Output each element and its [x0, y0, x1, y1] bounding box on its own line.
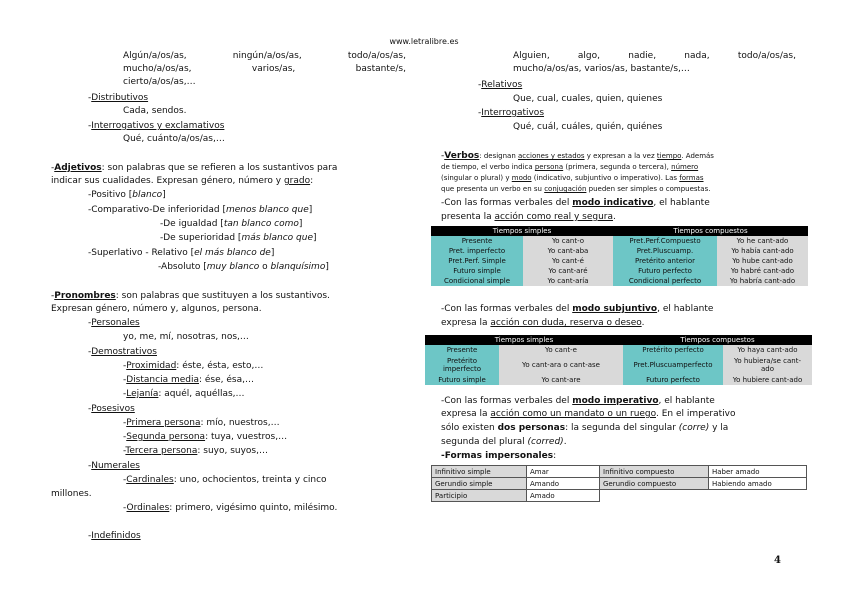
text: Pretérito — [446, 357, 478, 365]
indef-word: algo, — [577, 51, 601, 61]
indefinidos-heading — [88, 531, 141, 541]
demostrativos-label: Demostrativos — [91, 347, 157, 357]
example: blanco — [132, 190, 163, 200]
cardinales-text: : uno, ochocientos, treinta y cinco — [173, 475, 327, 485]
indef-word: bastante/s, — [355, 64, 406, 74]
table-header: Tiempos compuestos — [623, 335, 812, 345]
pronombres-text: : son palabras que sustituyen a los sustantivos. — [115, 291, 330, 301]
right-indef-line-2: mucho/a/os/as, varios/as, bastante/s,… — [513, 64, 690, 74]
text: imperfecto — [442, 365, 482, 373]
indef-word: nada, — [684, 51, 710, 61]
imperativo-line-1 — [441, 396, 715, 406]
primera-line — [123, 418, 280, 428]
text: Yo hubiera/se cant- — [734, 357, 801, 365]
term: número — [671, 163, 699, 171]
text: presenta la — [441, 212, 495, 222]
indef-word: ningún/a/os/as, — [232, 51, 302, 61]
right-indef-line-1 — [513, 51, 796, 61]
verbos-label: Verbos — [444, 151, 480, 161]
text: de tiempo, el verbo indica — [441, 163, 535, 171]
proximidad-text: : éste, ésta, esto,… — [176, 361, 264, 371]
relativos-label: Relativos — [481, 80, 523, 90]
segunda-text: : tuya, vuestros,… — [205, 432, 288, 442]
lejania-line — [123, 389, 245, 399]
table-cell: Gerundio simple — [432, 478, 527, 490]
demostrativos-heading — [88, 347, 157, 357]
table-cell: Gerundio compuesto — [600, 478, 709, 490]
adjetivos-label: Adjetivos — [54, 163, 102, 173]
table-cell: Pret.Pluscuamp. — [613, 246, 717, 256]
distributivos-label: Distributivos — [91, 93, 149, 103]
dash: - — [88, 404, 92, 414]
term: acción como real y segura — [494, 212, 614, 222]
text: y expresan a la vez — [584, 152, 657, 160]
text: ] — [313, 233, 317, 243]
distancia-label: Distancia media — [126, 375, 199, 385]
table-cell: Yo habría cant-ado — [717, 276, 808, 286]
pronombres-def-2: Expresan género, número y, algunos, persona. — [51, 304, 262, 314]
text: . — [641, 318, 645, 328]
text: -Positivo [ — [88, 190, 133, 200]
dash: - — [123, 446, 126, 456]
table-cell: Haber amado — [709, 466, 807, 478]
table-cell — [425, 355, 499, 375]
text: -Con las formas verbales del — [441, 304, 573, 314]
text: -Con las formas verbales del — [441, 198, 573, 208]
dash: - — [51, 163, 55, 173]
distributivos-text: Cada, sendos. — [123, 106, 187, 116]
comparativo-line — [88, 205, 312, 215]
superlativo-line — [88, 248, 274, 258]
text: -De superioridad [ — [160, 233, 242, 243]
table-cell: Pret. imperfecto — [431, 246, 523, 256]
text: segunda del plural — [441, 437, 528, 447]
indefinidos-label: Indefinidos — [91, 531, 141, 541]
modo-imperativo: modo imperativo — [572, 396, 659, 406]
indef-word: mucho/a/os/as, — [123, 64, 192, 74]
site-header: www.letralibre.es — [389, 37, 459, 46]
text: ] — [270, 248, 275, 258]
table-cell: Yo cant-ara o cant-ase — [499, 355, 623, 375]
dash: - — [88, 93, 92, 103]
table-cell: Yo he cant-ado — [717, 236, 808, 246]
text: (singular o plural) y — [441, 174, 512, 182]
interrogativos-r-heading — [478, 108, 544, 118]
dash: - — [123, 361, 127, 371]
imperativo-line-3 — [441, 423, 728, 433]
imperativo-line-4 — [441, 437, 567, 447]
text: -De igualdad [ — [160, 219, 224, 229]
adjetivos-text: : son palabras que se refieren a los sustantivos para — [101, 163, 338, 173]
indicativo-line-2 — [441, 212, 616, 222]
subjuntivo-line-1 — [441, 304, 713, 314]
table-cell: Presente — [431, 236, 523, 246]
indef-line-3: cierto/a/os/as,… — [123, 77, 196, 87]
example: tan blanco como — [223, 219, 299, 229]
example: muy blanco — [206, 262, 260, 272]
text: ] — [298, 219, 303, 229]
interrogativos-text: Qué, cuánto/a/os/as,… — [123, 134, 225, 144]
text: que presenta un verbo en su — [441, 185, 545, 193]
text: (primera, segunda o tercera), — [563, 163, 672, 171]
term: dos personas — [497, 423, 566, 433]
text: : designan — [479, 152, 519, 160]
text: . Además — [681, 152, 714, 160]
interrogativos-heading — [88, 121, 224, 131]
table-cell: Yo cant-o — [523, 236, 613, 246]
table-cell: Amar — [527, 466, 600, 478]
term: formas — [679, 174, 704, 182]
ordinales-text: : primero, vigésimo quinto, milésimo. — [169, 503, 338, 513]
personales-heading — [88, 318, 140, 328]
table-cell: Condicional perfecto — [613, 276, 717, 286]
verbos-line-3 — [441, 174, 704, 182]
table-cell — [723, 355, 812, 375]
table-cell: Yo cant-é — [523, 256, 613, 266]
text: -Comparativo-De inferioridad [ — [88, 205, 226, 215]
indicativo-table — [431, 226, 808, 286]
table-cell: Presente — [425, 345, 499, 355]
indef-word: todo/a/os/as, — [737, 51, 796, 61]
dash: - — [123, 432, 127, 442]
text: o — [259, 262, 271, 272]
text: . En el imperativo — [656, 409, 736, 419]
table-header: Tiempos compuestos — [613, 226, 808, 236]
table-header: Tiempos simples — [431, 226, 613, 236]
example: (corred) — [527, 437, 564, 447]
term: modo — [511, 174, 532, 182]
distancia-line — [123, 375, 254, 385]
table-cell: Condicional simple — [431, 276, 523, 286]
term: acción con duda, reserva o deseo — [490, 318, 642, 328]
table-cell: Futuro simple — [431, 266, 523, 276]
text: -Absoluto [ — [158, 262, 207, 272]
proximidad-line — [123, 361, 263, 371]
interrogativos-label: Interrogativos y exclamativos — [91, 121, 225, 131]
dash: - — [88, 318, 92, 328]
lejania-text: : aquél, aquéllas,… — [158, 389, 245, 399]
page-number: 4 — [774, 555, 781, 566]
table-cell: Participio — [432, 490, 527, 502]
indef-word: nadie, — [628, 51, 657, 61]
table-cell: Infinitivo compuesto — [600, 466, 709, 478]
empty-cell — [600, 490, 709, 502]
text: , el hablante — [653, 198, 710, 208]
colon: : — [553, 451, 557, 461]
table-header: Tiempos simples — [425, 335, 623, 345]
adjetivos-def-2 — [51, 176, 313, 186]
distributivos-heading — [88, 93, 148, 103]
table-cell: Yo hubiere cant-ado — [723, 375, 812, 385]
posesivos-heading — [88, 404, 135, 414]
subjuntivo-line-2 — [441, 318, 645, 328]
numerales-heading — [88, 461, 140, 471]
text: , el hablante — [657, 304, 714, 314]
dash: - — [123, 418, 127, 428]
table-cell: Yo cant-e — [499, 345, 623, 355]
personales-text: yo, me, mí, nosotras, nos,… — [123, 332, 249, 342]
term: acción como un mandato o un ruego — [490, 409, 656, 419]
term: persona — [534, 163, 564, 171]
interrogativos-r-text: Qué, cuál, cuáles, quién, quiénes — [513, 122, 663, 132]
adjetivos-def-1 — [51, 163, 337, 173]
table-cell: Yo habré cant-ado — [717, 266, 808, 276]
igualdad-line — [160, 219, 302, 229]
indef-word: varios/as, — [251, 64, 296, 74]
text: expresa la — [441, 318, 491, 328]
dash: - — [88, 347, 92, 357]
text: pueden ser simples o compuestas. — [586, 185, 711, 193]
table-cell: Yo haya cant-ado — [723, 345, 812, 355]
dash: - — [123, 375, 127, 385]
verbos-line-4 — [441, 185, 710, 193]
segunda-label: Segunda persona — [126, 432, 206, 442]
dash: - — [123, 503, 127, 513]
term: acciones y estados — [518, 152, 585, 160]
table-cell: Yo cant-are — [499, 375, 623, 385]
grado-term: grado — [283, 176, 311, 186]
table-cell: Amado — [527, 490, 600, 502]
imperativo-line-2 — [441, 409, 735, 419]
subjuntivo-table — [425, 335, 812, 385]
dash: - — [478, 108, 482, 118]
positivo-line — [88, 190, 166, 200]
term: conjugación — [544, 185, 587, 193]
adjetivos-text: indicar sus cualidades. Expresan género, número y — [51, 176, 284, 186]
ordinales-line — [123, 503, 337, 513]
table-cell: Habiendo amado — [709, 478, 807, 490]
cardinales-label: Cardinales — [126, 475, 174, 485]
table-cell: Pret.Pluscuamperfecto — [623, 355, 723, 375]
segunda-line — [123, 432, 287, 442]
tercera-label: Tercera persona — [125, 446, 198, 456]
impersonales-heading — [441, 451, 556, 461]
text: ] — [162, 190, 166, 200]
lejania-label: Lejanía — [126, 389, 159, 399]
table-cell: Pretérito perfecto — [623, 345, 723, 355]
interrogativos-r-label: Interrogativos — [481, 108, 545, 118]
indef-line-2 — [123, 64, 406, 74]
colon: : — [310, 176, 314, 186]
text: . — [563, 437, 567, 447]
absoluto-line — [158, 262, 329, 272]
dash: - — [123, 389, 127, 399]
text: ] — [308, 205, 313, 215]
text: : la segunda del singular — [565, 423, 679, 433]
modo-indicativo: modo indicativo — [572, 198, 654, 208]
example: (corre) — [678, 423, 710, 433]
indef-word: Algún/a/os/as, — [123, 51, 187, 61]
table-cell: Futuro perfecto — [613, 266, 717, 276]
text: sólo existen — [441, 423, 498, 433]
text: expresa la — [441, 409, 491, 419]
table-cell: Pretérito anterior — [613, 256, 717, 266]
tercera-text: : suyo, suyos,… — [197, 446, 268, 456]
example: menos blanco que — [225, 205, 309, 215]
tercera-line — [123, 446, 268, 456]
impersonales-table — [431, 465, 807, 502]
pronombres-label: Pronombres — [54, 291, 116, 301]
relativos-text: Que, cual, cuales, quien, quienes — [513, 94, 663, 104]
table-cell: Yo hube cant-ado — [717, 256, 808, 266]
cardinales-cont: millones. — [51, 489, 92, 499]
table-cell: Yo había cant-ado — [717, 246, 808, 256]
verbos-line-1 — [441, 151, 714, 161]
table-cell: Infinitivo simple — [432, 466, 527, 478]
superioridad-line — [160, 233, 317, 243]
indef-line-1 — [123, 51, 406, 61]
empty-cell — [709, 490, 807, 502]
ordinales-label: Ordinales — [126, 503, 170, 513]
dash: - — [88, 461, 92, 471]
indef-word: todo/a/os/as, — [347, 51, 406, 61]
dash: - — [88, 531, 92, 541]
table-cell: Pret.Perf.Compuesto — [613, 236, 717, 246]
text: y la — [709, 423, 729, 433]
dash: - — [88, 121, 92, 131]
cardinales-line — [123, 475, 327, 485]
table-cell: Amando — [527, 478, 600, 490]
dash: - — [441, 151, 445, 161]
indef-word: Alguien, — [513, 51, 550, 61]
table-cell: Futuro perfecto — [623, 375, 723, 385]
pronombres-def-1 — [51, 291, 330, 301]
table-cell: Yo cant-aría — [523, 276, 613, 286]
distancia-text: : ése, ésa,… — [198, 375, 254, 385]
example: blanquísimo — [270, 262, 326, 272]
proximidad-label: Proximidad — [126, 361, 177, 371]
dash: - — [123, 475, 127, 485]
primera-text: : mío, nuestros,… — [200, 418, 280, 428]
table-cell: Pret.Perf. Simple — [431, 256, 523, 266]
posesivos-label: Posesivos — [91, 404, 135, 414]
relativos-heading — [478, 80, 522, 90]
verbos-line-2 — [441, 163, 698, 171]
term: tiempo — [656, 152, 682, 160]
text: ] — [325, 262, 329, 272]
primera-label: Primera persona — [126, 418, 201, 428]
table-cell: Futuro simple — [425, 375, 499, 385]
example: más blanco que — [241, 233, 313, 243]
text: (indicativo, subjuntivo o imperativo). Las — [531, 174, 680, 182]
text: ado — [760, 365, 774, 373]
impersonales-label: -Formas impersonales — [441, 451, 554, 461]
text: -Con las formas verbales del — [441, 396, 573, 406]
numerales-label: Numerales — [91, 461, 140, 471]
table-cell: Yo cant-aré — [523, 266, 613, 276]
text: -Superlativo - Relativo [ — [88, 248, 195, 258]
indicativo-line-1 — [441, 198, 796, 208]
text: . — [613, 212, 616, 222]
dash: - — [51, 291, 55, 301]
text: , el hablante — [658, 396, 715, 406]
table-cell: Yo cant-aba — [523, 246, 613, 256]
modo-subjuntivo: modo subjuntivo — [572, 304, 658, 314]
dash: - — [478, 80, 482, 90]
example: el más blanco de — [194, 248, 271, 258]
personales-label: Personales — [91, 318, 140, 328]
